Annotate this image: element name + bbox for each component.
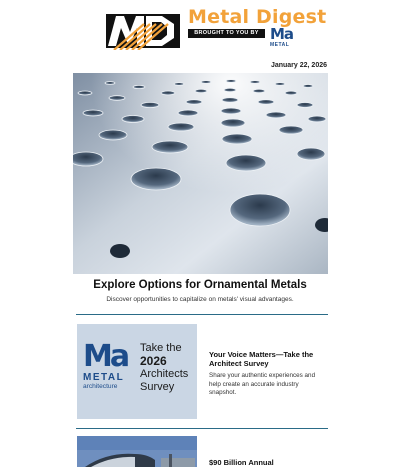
article-title-survey[interactable]: Your Voice Matters—Take the Architect Survey — [209, 350, 314, 368]
article-summary-survey: Share your authentic experiences and help create an accurate industry snapshot. — [209, 372, 316, 396]
callout-line-3: Survey — [140, 381, 175, 393]
email-header — [0, 0, 400, 60]
sponsor-logo-mark: Ma — [270, 25, 294, 43]
section-divider — [76, 428, 328, 429]
logo-subword: architecture — [83, 383, 118, 390]
metal-architecture-logo — [83, 339, 138, 402]
hero-headline[interactable]: Explore Options for Ornamental Metals — [93, 279, 307, 291]
newsletter-title: Metal Digest — [188, 6, 327, 28]
logo-word: METAL — [83, 372, 125, 383]
brought-to-you-by-banner: BROUGHT TO YOU BY — [188, 29, 265, 38]
article-title-billion[interactable]: $90 Billion Annual — [209, 458, 274, 467]
hero-image[interactable] — [73, 73, 328, 274]
callout-year: 2026 — [140, 354, 167, 368]
callout-line-2: Architects — [140, 368, 189, 380]
callout-line-1: Take the — [140, 342, 182, 354]
metal-architecture-sponsor-logo[interactable] — [270, 27, 294, 51]
logo-mark: Ma — [83, 339, 128, 374]
article-image-building[interactable] — [77, 436, 197, 467]
sponsor-logo-word: METAL — [270, 42, 290, 48]
survey-callout — [140, 342, 196, 394]
metal-digest-md-logo[interactable] — [106, 10, 180, 50]
issue-date: January 22, 2026 — [270, 62, 327, 69]
section-divider — [76, 314, 328, 315]
architect-survey-image[interactable] — [77, 324, 197, 419]
hero-subline: Discover opportunities to capitalize on metals' visual advantages. — [106, 296, 294, 303]
